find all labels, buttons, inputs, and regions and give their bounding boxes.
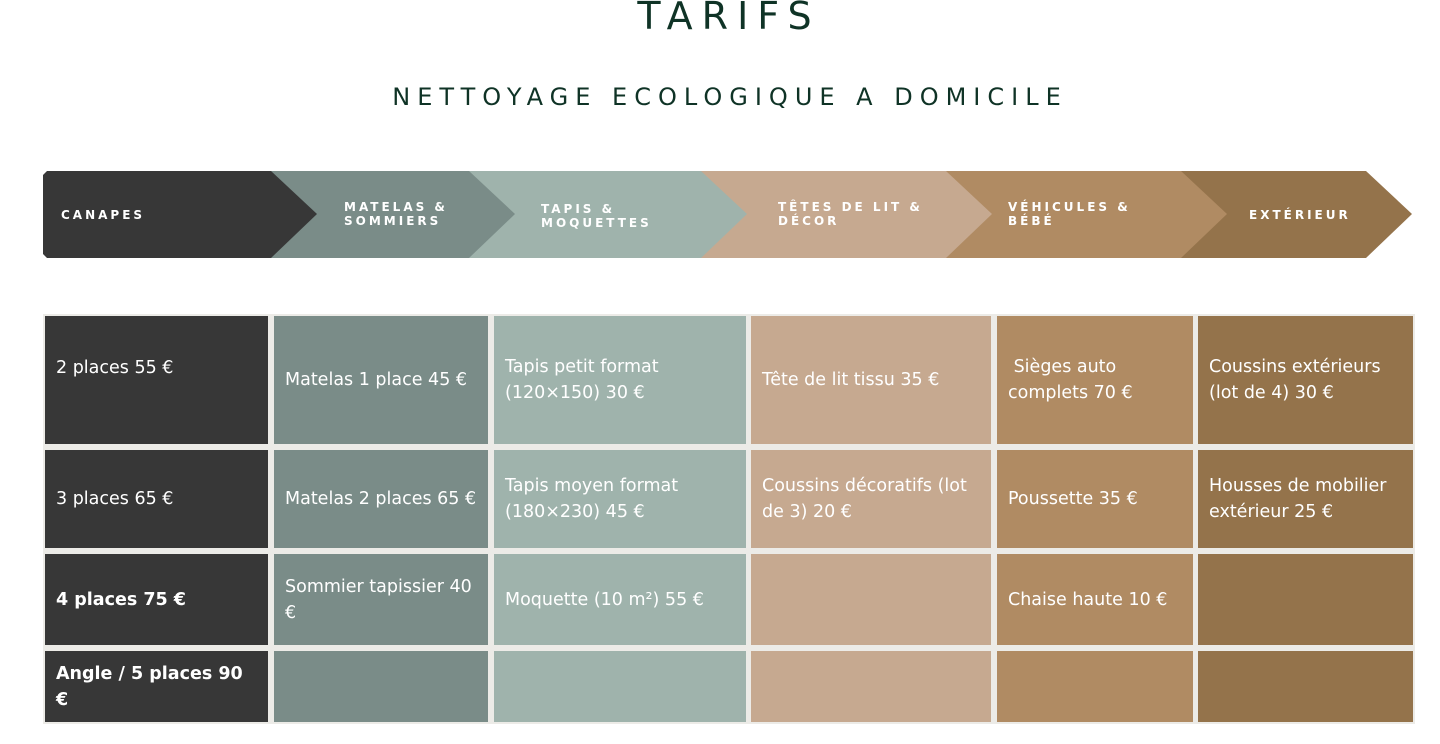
arrow-label-exterieur: EXTÉRIEUR xyxy=(1249,208,1351,222)
price-cell: Coussins décoratifs (lot de 3) 20 € xyxy=(751,450,991,548)
price-cell xyxy=(1198,651,1413,722)
price-cell: Sièges auto complets 70 € xyxy=(997,316,1193,444)
price-cell: Sommier tapissier 40 € xyxy=(274,554,488,645)
arrow-label-tapis: TAPIS & MOQUETTES xyxy=(541,202,652,230)
price-cell: Chaise haute 10 € xyxy=(997,554,1193,645)
page-title: TARIFS xyxy=(637,0,821,38)
arrow-label-tetes: TÊTES DE LIT & DÉCOR xyxy=(778,200,923,228)
arrow-label-vehicules: VÉHICULES & BÉBÉ xyxy=(1008,200,1131,228)
price-cell: Tapis moyen format (180×230) 45 € xyxy=(494,450,746,548)
price-cell xyxy=(1198,554,1413,645)
price-cell: 2 places 55 € xyxy=(45,316,268,444)
price-cell xyxy=(751,554,991,645)
price-cell: 4 places 75 € xyxy=(45,554,268,645)
price-cell: Matelas 1 place 45 € xyxy=(274,316,488,444)
price-cell: Housses de mobilier extérieur 25 € xyxy=(1198,450,1413,548)
arrow-label-canapes: CANAPES xyxy=(61,208,146,222)
price-cell: Moquette (10 m²) 55 € xyxy=(494,554,746,645)
price-cell xyxy=(751,651,991,722)
page-subtitle: NETTOYAGE ECOLOGIQUE A DOMICILE xyxy=(392,83,1068,111)
price-table xyxy=(43,314,1415,724)
price-cell: Poussette 35 € xyxy=(997,450,1193,548)
price-cell: Angle / 5 places 90 € xyxy=(45,651,268,722)
price-cell: Matelas 2 places 65 € xyxy=(274,450,488,548)
price-cell xyxy=(274,651,488,722)
price-cell: Tête de lit tissu 35 € xyxy=(751,316,991,444)
price-cell xyxy=(997,651,1193,722)
price-cell: 3 places 65 € xyxy=(45,450,268,548)
price-cell: Coussins extérieurs (lot de 4) 30 € xyxy=(1198,316,1413,444)
price-cell: Tapis petit format (120×150) 30 € xyxy=(494,316,746,444)
price-cell xyxy=(494,651,746,722)
arrow-label-matelas: MATELAS & SOMMIERS xyxy=(344,200,448,228)
